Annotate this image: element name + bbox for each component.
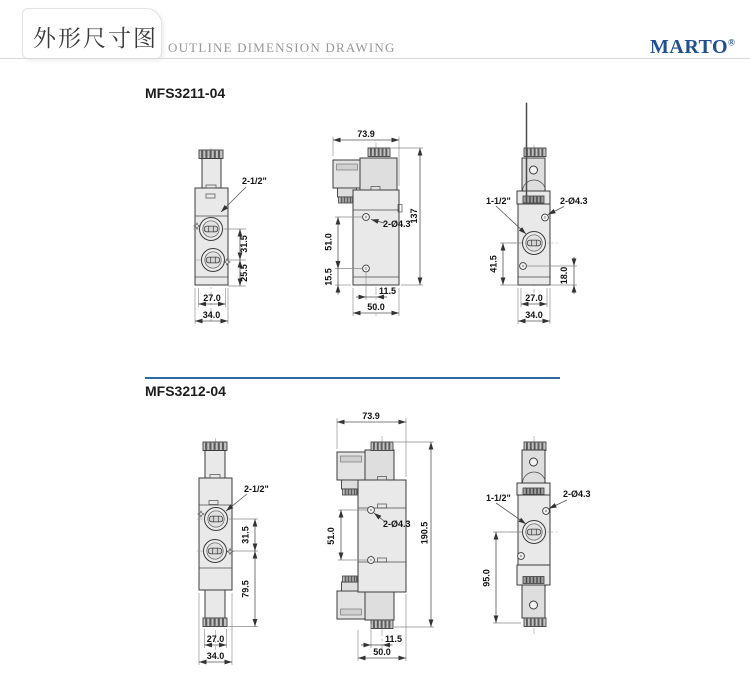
holes-label: 2-Ø4.3 [383, 519, 411, 529]
dim-inner-width: 27.0 [206, 634, 225, 644]
dim-inner-width: 27.0 [525, 293, 543, 303]
dim-port-bottom: 79.5 [240, 580, 251, 598]
page-title-cn: 外形尺寸图 [33, 26, 158, 52]
brand-name: MARTO [650, 36, 729, 58]
dim-port-height: 41.5 [488, 255, 499, 273]
dim-hole-offset: 11.5 [385, 634, 403, 644]
dim-depth: 73.9 [362, 411, 380, 421]
mfs3211-front-view [193, 148, 267, 324]
holes-label: 2-Ø4.3 [383, 219, 411, 229]
dim-inner-width: 27.0 [203, 293, 221, 303]
mfs3212-front-view [197, 438, 269, 665]
page-title-en: OUTLINE DIMENSION DRAWING [168, 40, 396, 55]
thread-size-label: 2-1/2" [244, 484, 269, 494]
dim-hole-span: 51.0 [323, 233, 334, 251]
dim-hole-offset: 11.5 [379, 286, 397, 296]
dim-depth: 73.9 [357, 129, 375, 139]
dim-port-bottom: 25.5 [239, 264, 249, 282]
dim-width: 34.0 [525, 310, 543, 320]
dim-width: 34.0 [202, 310, 221, 320]
dim-port-height: 95.0 [481, 569, 492, 587]
thread-size-label: 2-1/2" [242, 176, 267, 186]
mfs3212-side-view [326, 411, 434, 661]
thread-size-label: 1-1/2" [486, 493, 511, 503]
mfs3211-back-view [486, 103, 588, 324]
model-title-mfs3211: MFS3211-04 [145, 85, 226, 101]
holes-label: 2-Ø4.3 [560, 196, 588, 206]
dim-hole-height: 18.0 [559, 266, 569, 285]
dim-height: 137 [409, 208, 419, 224]
dim-width: 34.0 [206, 651, 225, 661]
dim-height: 190.5 [419, 521, 430, 545]
holes-label: 2-Ø4.3 [563, 489, 591, 499]
brand-reg-mark: ® [728, 37, 736, 48]
dim-port-spacing: 31.5 [239, 235, 249, 253]
thread-size-label: 1-1/2" [486, 196, 511, 206]
dim-hole-bottom: 15.5 [323, 268, 334, 286]
dim-port-spacing: 31.5 [240, 526, 251, 544]
dim-body: 50.0 [367, 302, 385, 312]
mfs3211-side-view [324, 129, 424, 318]
dim-hole-span: 51.0 [326, 527, 336, 545]
mfs3212-back-view [482, 436, 591, 634]
dim-body: 50.0 [373, 647, 391, 657]
model-title-mfs3212: MFS3212-04 [145, 383, 226, 399]
